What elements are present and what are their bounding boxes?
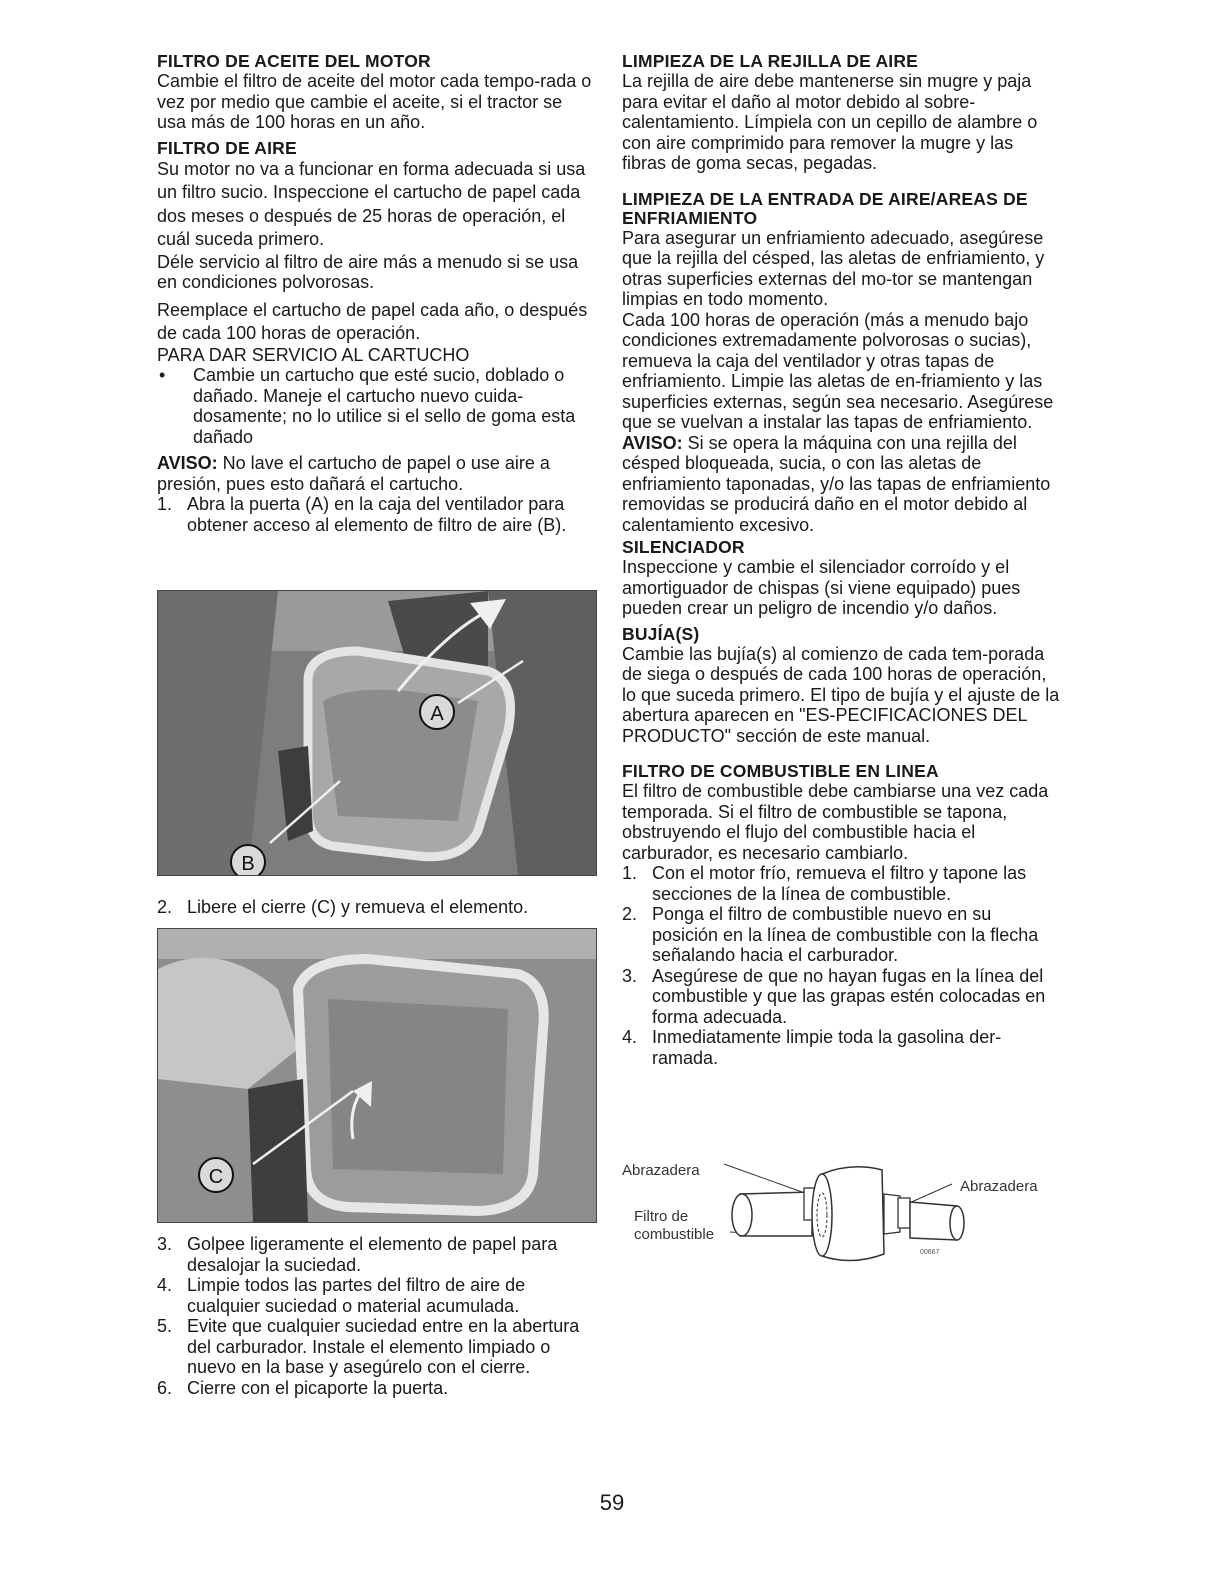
air-filter-heading: FILTRO DE AIRE	[157, 137, 297, 158]
cooling-heading: LIMPIEZA DE LA ENTRADA DE AIRE/AREAS DE ENFRIAMIENTO	[622, 188, 1028, 228]
step-number: 5.	[157, 1316, 173, 1336]
list-item	[622, 904, 1062, 966]
fuel-filter-heading: FILTRO DE COMBUSTIBLE EN LINEA	[622, 761, 939, 781]
step-text: Limpie todos las partes del filtro de aire de cualquier suciedad o material acumulada.	[187, 1275, 526, 1316]
step-text: Evite que cualquier suciedad entre en la abertura del carburador. Instale el elemento limpiado o nuevo en la base y asegúrelo con el cierre.	[187, 1316, 580, 1377]
step-number: 3.	[157, 1234, 173, 1254]
cooling-notice	[622, 433, 1062, 536]
step-text: Cierre con el picaporte la puerta.	[187, 1377, 449, 1398]
oil-filter-heading: FILTRO DE ACEITE DEL MOTOR	[157, 51, 431, 71]
step-text: Golpee ligeramente el elemento de papel para desalojar la suciedad.	[187, 1234, 558, 1275]
step-text: Ponga el filtro de combustible nuevo en su posición en la línea de combustible con la flecha señalando hacia el carburador.	[652, 904, 1039, 965]
step-number: 1.	[622, 863, 638, 883]
fuel-filter-diagram	[622, 1154, 1062, 1274]
bullet-mark: •	[159, 365, 166, 385]
filter-label-line-1: Filtro de	[634, 1208, 689, 1225]
steps-after-photo	[157, 1234, 597, 1398]
step-text: Asegúrese de que no hayan fugas en la línea del combustible y que las grapas estén colocadas en forma adecuada.	[652, 965, 1046, 1027]
list-item	[157, 1378, 597, 1399]
step-number: 4.	[157, 1275, 173, 1295]
step-number: 1.	[157, 494, 173, 514]
clamp-label-left: Abrazadera	[622, 1162, 700, 1179]
list-item	[157, 365, 594, 447]
list-item	[157, 1316, 597, 1378]
cooling-paragraph-1: Para asegurar un enfriamiento adecuado, asegúrese que la rejilla del césped, las aletas de enfriamiento, y otras superficies externas del mo-tor se mantengan limpias en todo momento.	[622, 227, 1045, 309]
grille-heading: LIMPIEZA DE LA REJILLA DE AIRE	[622, 51, 919, 71]
oil-filter-text: Cambie el filtro de aceite del motor cada tempo-rada o vez por medio que cambie el aceite, si el tractor se usa más de 100 horas en un año.	[157, 71, 592, 132]
right-column	[622, 52, 1062, 1068]
air-filter-paragraph-2: Déle servicio al filtro de aire más a menudo si se usa en condiciones polvorosas.	[157, 251, 579, 292]
list-item	[157, 897, 597, 918]
diagram-code: 00667	[920, 1249, 940, 1256]
fuel-filter-text: El filtro de combustible debe cambiarse una vez cada temporada. Si el filtro de combustible se tapona, obstruyendo el flujo del combustible hacia el carburador, es necesario cambiarlo.	[622, 781, 1049, 863]
service-cartridge-heading: PARA DAR SERVICIO AL CARTUCHO	[157, 344, 470, 365]
air-filter-door-photo	[157, 590, 597, 876]
list-item	[157, 1234, 597, 1275]
grille-text: La rejilla de aire debe mantenerse sin mugre y paja para evitar el daño al motor debido al sobre-calentamiento. Límpiela con un cepillo de alambre o con aire comprimido para remover la mugre y las fibras de goma secas, pegadas.	[622, 71, 1038, 173]
step-number: 6.	[157, 1377, 173, 1398]
notice-text: Si se opera la máquina con una rejilla del césped bloqueada, sucia, o con las aletas de enfriamiento taponadas, y/o las tapas de enfriamiento removidas se producirá daño en el motor debido al calentamiento excesivo.	[622, 432, 1051, 535]
spark-plug-heading: BUJÍA(S)	[622, 623, 700, 644]
spark-plug-text: Cambie las bujía(s) al comienzo de cada tem-porada de siega o después de cada 100 horas de operación, lo que suceda primero. El tipo de bujía y el ajuste de la abertura aparecen en "ES-PECIFICACIONES DEL PRODUCTO" sección de este manual.	[622, 643, 1060, 746]
photo-label-b: B	[241, 853, 255, 875]
notice-label: AVISO:	[622, 432, 683, 453]
step-number: 4.	[622, 1027, 638, 1047]
list-item	[622, 863, 1062, 904]
step-number: 2.	[622, 904, 638, 924]
air-filter-paragraph-3: Reemplace el cartucho de papel cada año, o después de cada 100 horas de operación.	[157, 299, 588, 343]
list-item	[157, 494, 594, 535]
step-text: Inmediatamente limpie toda la gasolina der-ramada.	[652, 1027, 1002, 1068]
cooling-paragraph-2: Cada 100 horas de operación (más a menudo bajo condiciones extremadamente polvorosas o sucias), remueva la caja del ventilador y otras tapas de enfriamiento. Limpie las aletas de en-friamiento y las superficies externas, según sea necesario. Asegúrese que se vuelvan a instalar las tapas de enfriamiento.	[622, 309, 1054, 432]
left-column	[157, 52, 594, 535]
photo-label-a: A	[430, 703, 444, 725]
step-number: 3.	[622, 965, 638, 986]
list-item	[622, 1027, 1062, 1068]
step-2-caption	[157, 897, 597, 918]
clamp-label-right: Abrazadera	[960, 1178, 1038, 1195]
muffler-heading: SILENCIADOR	[622, 537, 745, 557]
air-filter-paragraph-1: Su motor no va a funcionar en forma adecuada si usa un filtro sucio. Inspeccione el cartucho de papel cada dos meses o después de 25 horas de operación, el cuál suceda primero.	[157, 158, 586, 249]
page-number: 59	[599, 1490, 625, 1515]
bullet-text: Cambie un cartucho que esté sucio, doblado o dañado. Maneje el cartucho nuevo cuida-dosamente; no lo utilice si el sello de goma esta dañado	[193, 365, 576, 447]
notice-paragraph	[157, 453, 594, 494]
filter-label-line-2: combustible	[634, 1226, 715, 1243]
step-text: Libere el cierre (C) y remueva el elemento.	[187, 897, 529, 917]
notice-text: No lave el cartucho de papel o use aire a presión, pues esto dañará el cartucho.	[157, 453, 550, 494]
photo-label-c: C	[208, 1166, 224, 1188]
step-text: Con el motor frío, remueva el filtro y tapone las secciones de la línea de combustible.	[652, 863, 1027, 904]
list-item	[157, 1275, 597, 1316]
notice-label: AVISO:	[157, 453, 218, 473]
muffler-text: Inspeccione y cambie el silenciador corroído y el amortiguador de chispas (si viene equipado) pues pueden crear un peligro de incendio y/o daños.	[622, 557, 1021, 618]
list-item	[622, 966, 1062, 1028]
release-latch-photo	[157, 928, 597, 1223]
step-text: Abra la puerta (A) en la caja del ventilador para obtener acceso al elemento de filtro de aire (B).	[187, 494, 567, 535]
step-number: 2.	[157, 897, 173, 917]
